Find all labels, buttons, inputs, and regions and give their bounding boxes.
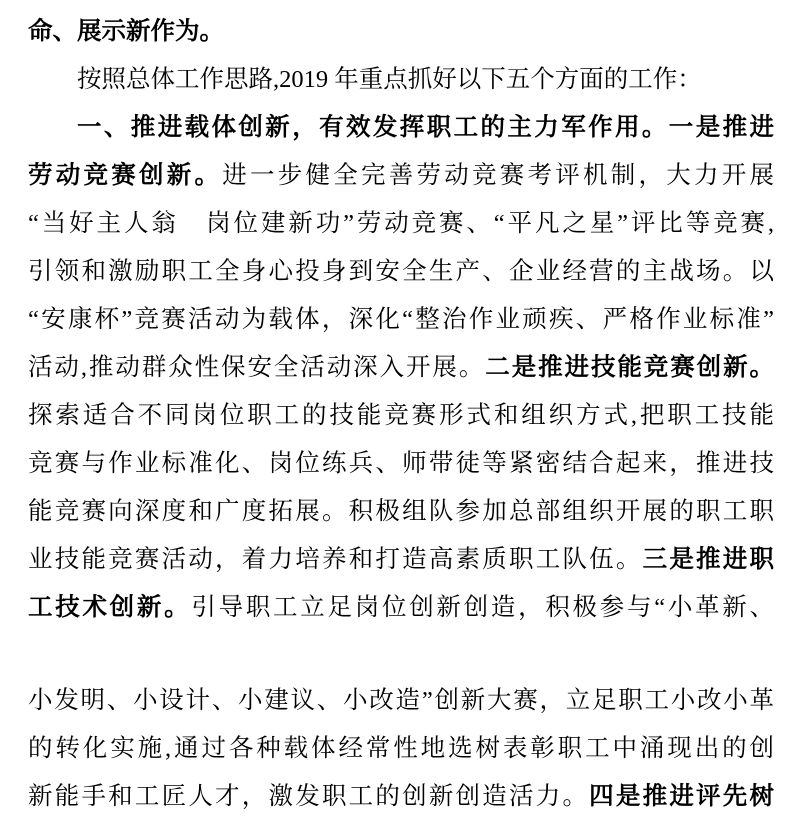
text-line <box>28 8 774 56</box>
text-segment: 引导职工立足岗位创新创造，积极参与“小革新、 <box>191 594 775 621</box>
text-line <box>28 104 774 152</box>
bold-text-segment: 一、推进载体创新，有效发挥职工的主力军作用。一是推进 <box>77 114 774 141</box>
bold-text-segment: 命、展示新作为。 <box>28 18 224 45</box>
text-segment: 引领和激励职工全身心投身到安全生产、企业经营的主战场。以 <box>28 258 774 285</box>
text-segment: 竞赛与作业标准化、岗位练兵、师带徒等紧密结合起来，推进技 <box>28 450 774 477</box>
text-line <box>28 200 774 248</box>
bold-text-segment: 工技术创新。 <box>28 594 192 621</box>
text-segment: 活动,推动群众性保安全活动深入开展。 <box>28 354 486 381</box>
text-line <box>28 248 774 296</box>
text-segment: 能竞赛向深度和广度拓展。积极组队参加总部组织开展的职工职 <box>28 498 774 525</box>
bold-text-segment: 四是推进评先树 <box>589 783 775 810</box>
text-line <box>28 344 774 392</box>
text-line <box>28 296 774 344</box>
text-segment: 新能手和工匠人才，激发职工的创新创造活力。 <box>28 783 590 810</box>
text-line <box>28 56 774 104</box>
text-segment: 的转化实施,通过各种载体经常性地选树表彰职工中涌现出的创 <box>28 735 774 762</box>
bold-text-segment: 劳动竞赛创新。 <box>28 162 223 189</box>
text-line <box>28 584 774 632</box>
bold-text-segment: 二是推进技能竞赛创新。 <box>485 354 775 381</box>
text-line <box>28 392 774 440</box>
text-line <box>28 488 774 536</box>
bold-text-segment: 三是推进职 <box>642 546 774 573</box>
text-segment: “安康杯”竞赛活动为载体，深化“整治作业顽疾、严格作业标准” <box>28 306 774 333</box>
text-segment: 进一步健全完善劳动竞赛考评机制，大力开展 <box>222 162 774 189</box>
text-line <box>28 725 774 773</box>
text-line <box>28 536 774 584</box>
text-line <box>28 440 774 488</box>
text-line <box>28 152 774 200</box>
text-segment: 业技能竞赛活动，着力培养和打造高素质职工队伍。 <box>28 546 643 573</box>
text-segment: “当好主人翁 岗位建新功”劳动竞赛、“平凡之星”评比等竞赛, <box>28 210 774 237</box>
text-segment: 小发明、小设计、小建议、小改造”创新大赛，立足职工小改小革 <box>28 687 774 714</box>
text-segment: 按照总体工作思路,2019 年重点抓好以下五个方面的工作： <box>77 66 702 93</box>
text-line <box>28 677 774 725</box>
text-segment: 探索适合不同岗位职工的技能竞赛形式和组织方式,把职工技能 <box>28 402 774 429</box>
text-line <box>28 773 774 821</box>
